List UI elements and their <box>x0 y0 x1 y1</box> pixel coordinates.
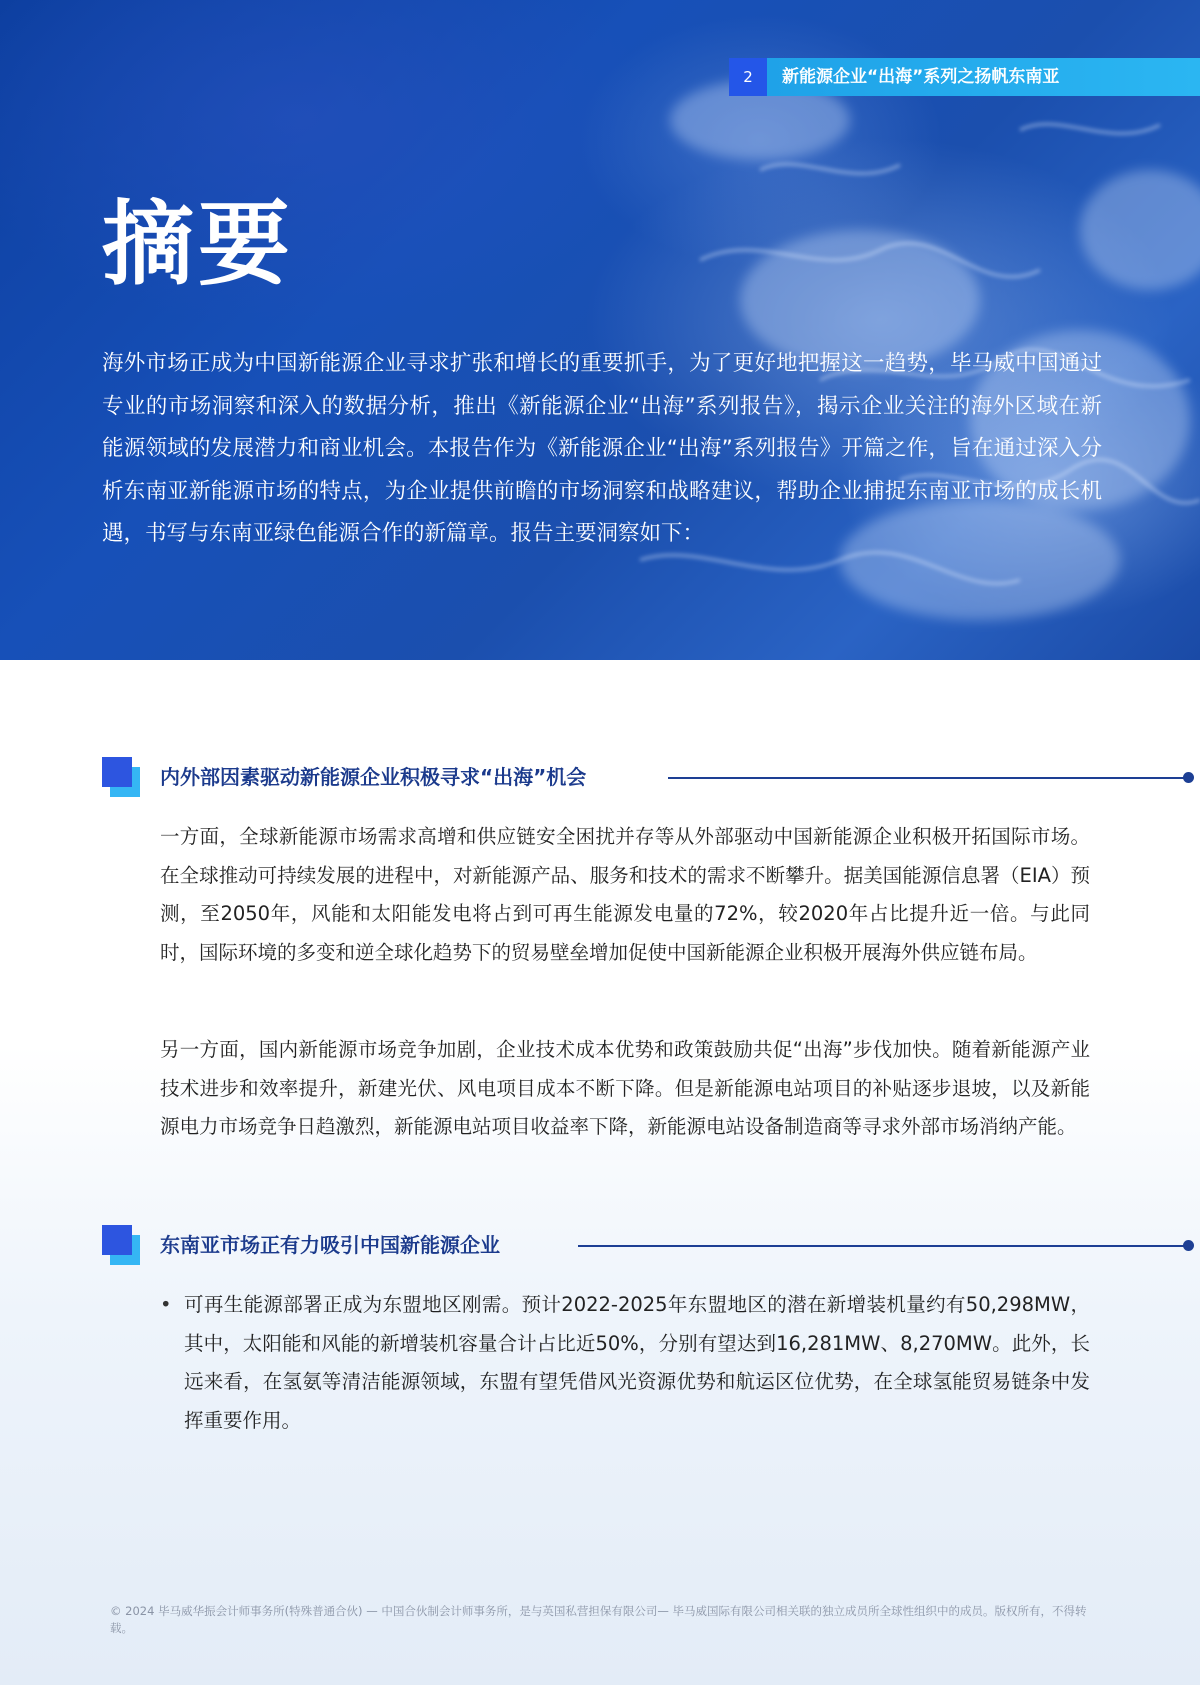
section-title-1: 内外部因素驱动新能源企业积极寻求“出海”机会 <box>160 765 587 789</box>
page-number-badge: 2 <box>729 58 767 96</box>
page-title: 摘要 <box>102 191 295 298</box>
section-rule-dot-1 <box>1183 772 1194 783</box>
section-title-2: 东南亚市场正有力吸引中国新能源企业 <box>160 1233 500 1257</box>
series-title-bar: 新能源企业“出海”系列之扬帆东南亚 <box>767 58 1200 96</box>
hero-banner <box>0 0 1200 660</box>
section-rule-2 <box>578 1245 1188 1247</box>
section-marker-front <box>102 1225 132 1255</box>
section-1-paragraph-1: 一方面，全球新能源市场需求高增和供应链安全困扰并存等从外部驱动中国新能源企业积极开拓国际市场。在全球推动可持续发展的进程中，对新能源产品、服务和技术的需求不断攀升。据美国能源信息署（EIA）预测，至2050年，风能和太阳能发电将占到可再生能源发电量的72%，较2020年占比提升近一倍。与此同时，国际环境的多变和逆全球化趋势下的贸易壁垒增加促使中国新能源企业积极开展海外供应链布局。 <box>160 825 1090 964</box>
section-2-bullet-list <box>160 1286 1090 1440</box>
copyright-footer: © 2024 毕马威华振会计师事务所(特殊普通合伙) — 中国合伙制会计师事务所，是与英国私营担保有限公司— 毕马威国际有限公司相关联的独立成员所全球性组织中的成员。版权所有，不得转载。 <box>110 1604 1087 1635</box>
ocean-texture <box>0 0 1200 660</box>
section-rule-dot-2 <box>1183 1240 1194 1251</box>
section-1-paragraph-2: 另一方面，国内新能源市场竞争加剧，企业技术成本优势和政策鼓励共促“出海”步伐加快。随着新能源产业技术进步和效率提升，新建光伏、风电项目成本不断下降。但是新能源电站项目的补贴逐步退坡，以及新能源电力市场竞争日趋激烈，新能源电站项目收益率下降，新能源电站设备制造商等寻求外部市场消纳产能。 <box>160 1038 1090 1138</box>
section-marker-front <box>102 757 132 787</box>
section-rule-1 <box>668 777 1188 779</box>
section-heading-1 <box>102 757 1102 801</box>
bullet-icon: • <box>160 1293 172 1316</box>
section-2-bullet-1: 可再生能源部署正成为东盟地区刚需。预计2022-2025年东盟地区的潜在新增装机量约有50,298MW，其中，太阳能和风能的新增装机容量合计占比近50%，分别有望达到16,281MW、8,270MW。此外，长远来看，在氢氨等清洁能源领域，东盟有望凭借风光资源优势和航运区位优势，在全球氢能贸易链条中发挥重要作用。 <box>184 1293 1090 1432</box>
intro-paragraph: 海外市场正成为中国新能源企业寻求扩张和增长的重要抓手，为了更好地把握这一趋势，毕马威中国通过专业的市场洞察和深入的数据分析，推出《新能源企业“出海”系列报告》，揭示企业关注的海外区域在新能源领域的发展潜力和商业机会。本报告作为《新能源企业“出海”系列报告》开篇之作，旨在通过深入分析东南亚新能源市场的特点，为企业提供前瞻的市场洞察和战略建议，帮助企业捕捉东南亚市场的成长机遇，书写与东南亚绿色能源合作的新篇章。报告主要洞察如下： <box>102 351 1102 546</box>
list-item <box>160 1286 1090 1440</box>
section-heading-2 <box>102 1225 1102 1269</box>
